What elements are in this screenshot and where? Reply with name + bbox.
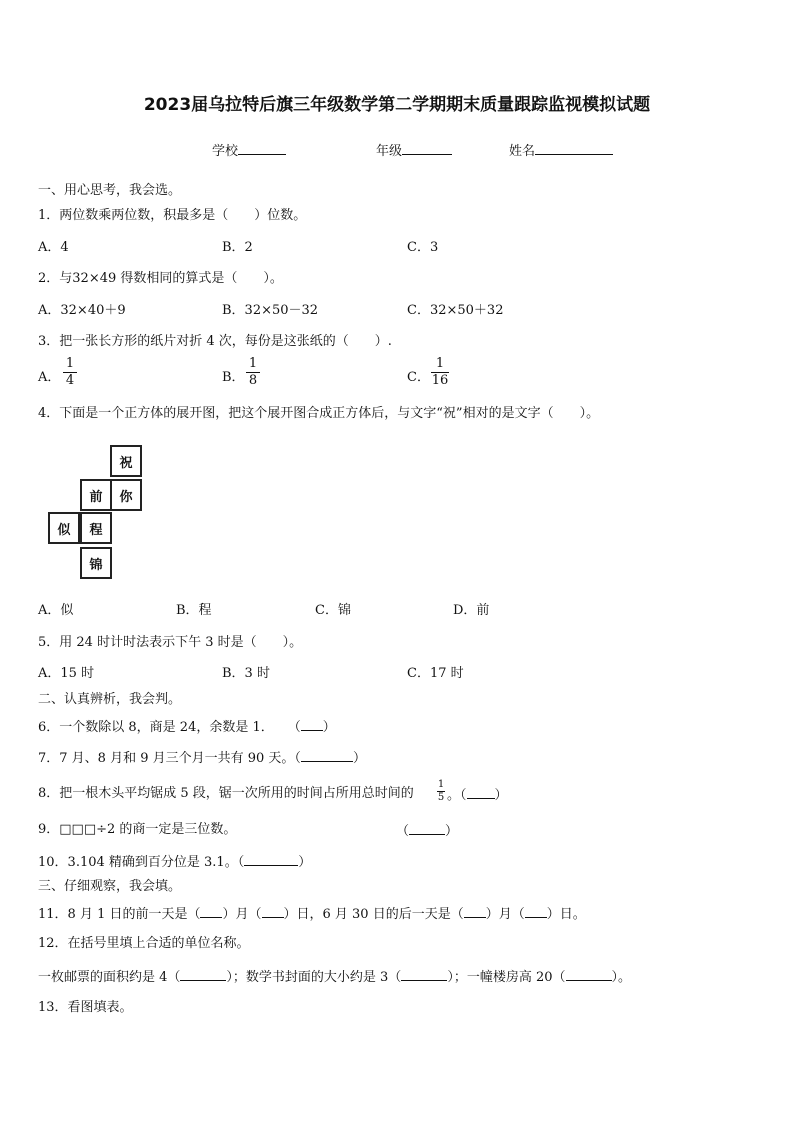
net-cell-qian: 前: [80, 479, 112, 511]
net-cell-zhu: 祝: [110, 445, 142, 477]
name-label: 姓名: [509, 144, 536, 159]
q3-option-b[interactable]: B．: [222, 370, 245, 385]
question-5-text: 5．用 24 时计时法表示下午 3 时是（ ）。: [38, 635, 303, 650]
fraction-numerator: 1: [65, 356, 75, 371]
question-10-text: 10．3.104 精确到百分位是 3.1。（ ）: [38, 855, 312, 870]
q4-option-c[interactable]: C．锦: [315, 603, 351, 618]
q5-option-b[interactable]: B．3 时: [222, 666, 270, 681]
question-7-text: 7．7 月、8 月和 9 月三个月一共有 90 天。（ ）: [38, 751, 366, 766]
question-2-text: 2．与32×49 得数相同的算式是（ ）。: [38, 271, 283, 286]
section-heading-1: 一、用心思考，我会选。: [38, 183, 182, 198]
school-blank[interactable]: [238, 142, 286, 155]
q12-blank-3[interactable]: [566, 968, 612, 981]
net-cell-si: 似: [48, 512, 80, 544]
q4-option-d[interactable]: D．前: [453, 603, 490, 618]
q3-option-a[interactable]: A．: [38, 370, 61, 385]
question-12-text: 12．在括号里填上合适的单位名称。: [38, 936, 250, 951]
question-9-text: 9．□□□÷2 的商一定是三位数。: [38, 822, 237, 837]
q3-fraction-b: [246, 357, 260, 388]
q12-blank-2[interactable]: [401, 968, 447, 981]
q1-option-b[interactable]: B．2: [222, 240, 253, 255]
q11-blank-2[interactable]: [262, 905, 284, 918]
name-field: [509, 142, 613, 160]
question-4-text: 4．下面是一个正方体的展开图，把这个展开图合成正方体后，与文字“祝”相对的是文字（ ）。: [38, 406, 600, 421]
q8-answer-blank[interactable]: [467, 786, 495, 799]
fraction-denominator: 16: [431, 373, 449, 388]
grade-blank[interactable]: [402, 142, 452, 155]
q3-fraction-a: [63, 357, 77, 388]
fraction-denominator: 4: [65, 373, 75, 388]
section-heading-2: 二、认真辨析，我会判。: [38, 692, 182, 707]
q7-answer-blank[interactable]: [301, 749, 353, 762]
q11-blank-4[interactable]: [525, 905, 547, 918]
page-title: 2023届乌拉特后旗三年级数学第二学期期末质量跟踪监视模拟试题: [143, 95, 651, 115]
q1-option-a[interactable]: A．4: [38, 240, 69, 255]
q10-answer-blank[interactable]: [244, 853, 298, 866]
school-field: [212, 142, 286, 160]
question-6-text: 6．一个数除以 8，商是 24，余数是 1． （ ）: [38, 720, 336, 735]
q2-option-a[interactable]: A．32×40＋9: [38, 303, 126, 318]
fraction-denominator: 8: [248, 373, 258, 388]
question-3-text: 3．把一张长方形的纸片对折 4 次，每份是这张纸的（ ）.: [38, 334, 392, 349]
fraction-numerator: 1: [437, 779, 445, 790]
q9-answer-blank[interactable]: [409, 822, 445, 835]
question-13-text: 13．看图填表。: [38, 1000, 133, 1015]
name-blank[interactable]: [535, 142, 613, 155]
q3-fraction-c: [431, 357, 449, 388]
question-7-body: 7．7 月、8 月和 9 月三个月一共有 90 天。: [38, 751, 295, 766]
q5-option-c[interactable]: C．17 时: [407, 666, 464, 681]
question-1-text: 1．两位数乘两位数，积最多是（ ）位数。: [38, 208, 307, 223]
q9-answer: （ ）: [396, 824, 459, 839]
fraction-numerator: 1: [435, 356, 445, 371]
q1-option-c[interactable]: C．3: [407, 240, 439, 255]
fraction-numerator: 1: [248, 356, 258, 371]
question-8-body: 8．把一根木头平均锯成 5 段，锯一次所用的时间占所用总时间的: [38, 786, 414, 801]
q4-option-a[interactable]: A．似: [38, 603, 74, 618]
grade-field: [376, 142, 452, 160]
net-cell-jin: 锦: [80, 547, 112, 579]
question-10-body: 10．3.104 精确到百分位是 3.1。: [38, 855, 238, 870]
question-8-text: [38, 786, 414, 802]
q8-answer: 。（ ）: [447, 788, 508, 803]
q5-option-a[interactable]: A．15 时: [38, 666, 95, 681]
q11-blank-1[interactable]: [200, 905, 222, 918]
q12-blank-1[interactable]: [180, 968, 226, 981]
q4-option-b[interactable]: B．程: [176, 603, 212, 618]
net-cell-cheng: 程: [80, 512, 112, 544]
fraction-denominator: 5: [437, 792, 445, 803]
q2-option-b[interactable]: B．32×50－32: [222, 303, 319, 318]
q8-fraction: [437, 780, 445, 803]
section-heading-3: 三、仔细观察，我会填。: [38, 879, 182, 894]
question-6-body: 6．一个数除以 8，商是 24，余数是 1．: [38, 720, 274, 735]
q11-blank-3[interactable]: [464, 905, 486, 918]
net-cell-ni: 你: [110, 479, 142, 511]
school-label: 学校: [212, 144, 239, 159]
question-12-line: 一枚邮票的面积约是 4（ ）；数学书封面的大小约是 3（ ）；一幢楼房高 20（ ）。: [38, 970, 632, 985]
q2-option-c[interactable]: C．32×50＋32: [407, 303, 504, 318]
q3-option-c[interactable]: C．: [407, 370, 430, 385]
q6-answer-blank[interactable]: [301, 718, 323, 731]
grade-label: 年级: [376, 144, 403, 159]
question-11-text: 11．8 月 1 日的前一天是（ ）月（ ）日，6 月 30 日的后一天是（ ）月（ ）日。: [38, 907, 586, 922]
